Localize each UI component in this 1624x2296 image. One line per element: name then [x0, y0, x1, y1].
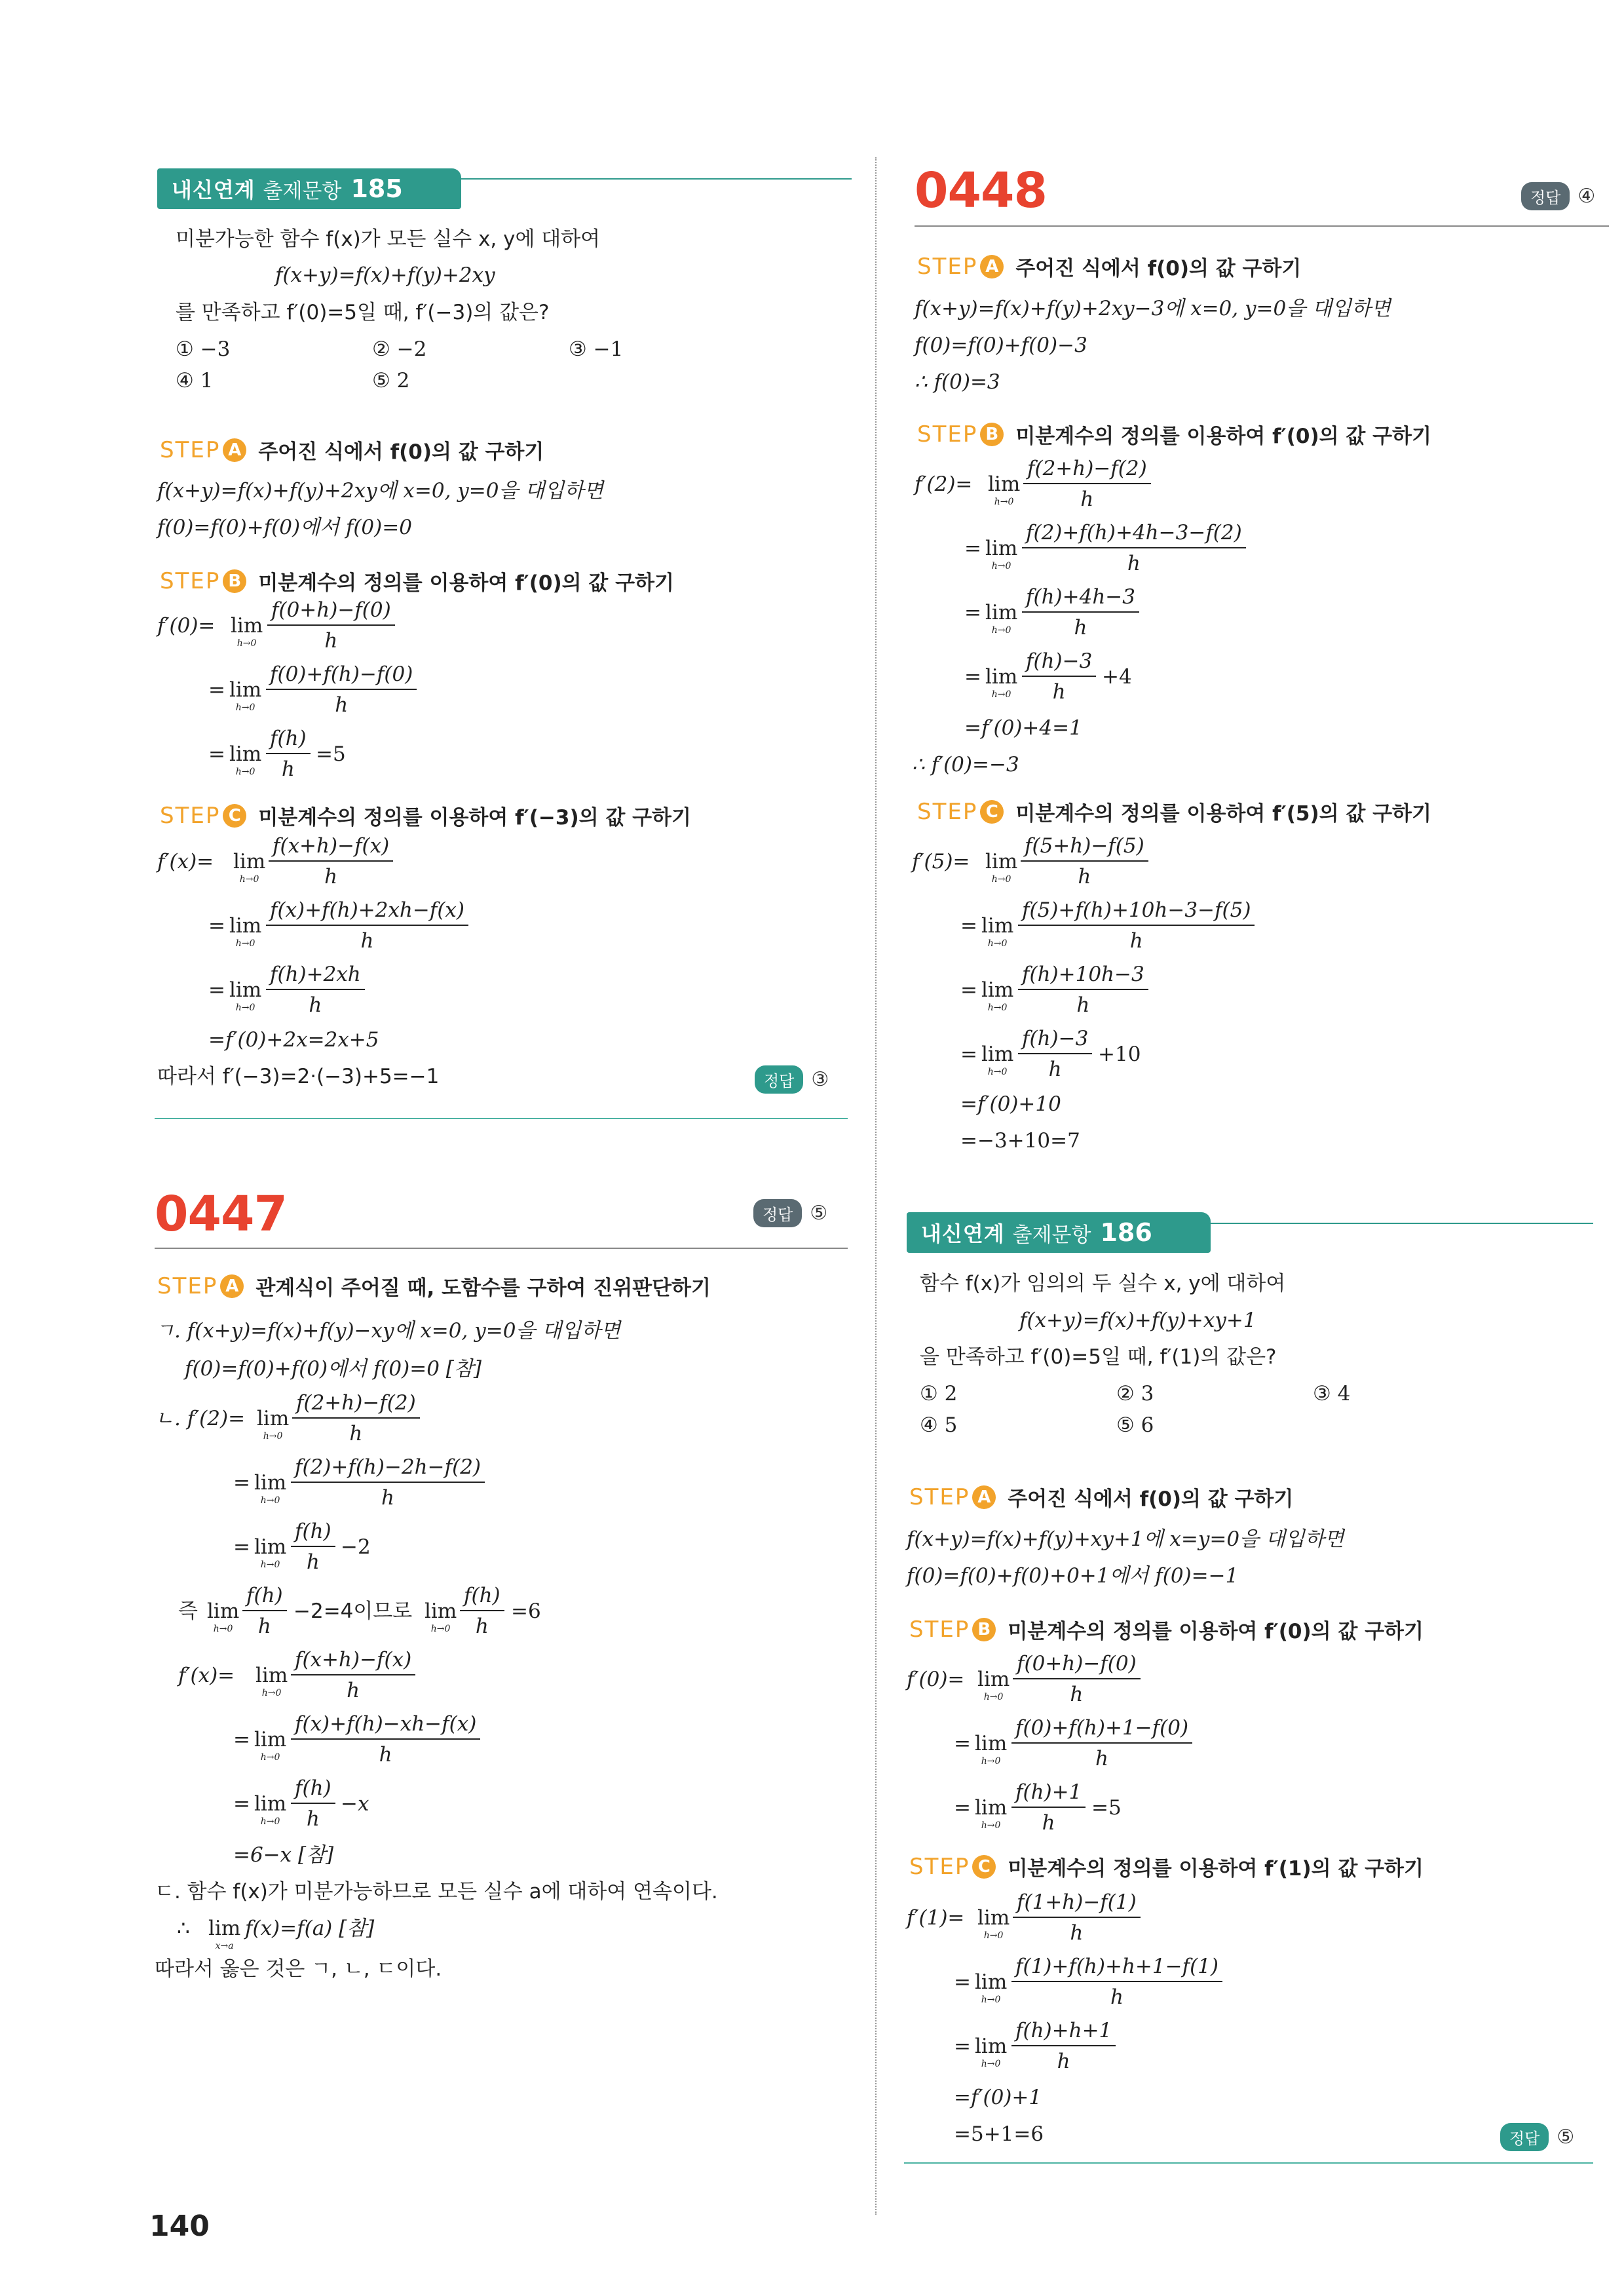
result: =5	[1091, 1796, 1122, 1820]
solution-line: f(0)=f(0)+f(0)+0+1에서 f(0)=−1	[907, 1564, 1239, 1588]
question-line: 를 만족하고 f′(0)=5일 때, f′(−3)의 값은?	[176, 301, 550, 324]
step-b-heading: STEP B 미분계수의 정의를 이용하여 f′(0)의 값 구하기	[160, 567, 674, 595]
limit: lim h→0	[985, 850, 1018, 885]
fraction: $\frac{f(h)+h+1}{h}$	[1011, 2021, 1116, 2072]
fraction: $\frac{f(0+h)-f(0)}{h}$	[1013, 1654, 1141, 1705]
limit: lim h→0	[233, 850, 266, 885]
solution-line: f(x)=f(a) [참]	[245, 1917, 375, 1940]
banner-rule	[432, 178, 852, 180]
fraction: $\frac{f(2+h)-f(2)}{h}$	[292, 1393, 420, 1444]
solution-line: ∴ f(0)=3	[915, 370, 1000, 394]
problem-number: 0447	[155, 1186, 287, 1242]
solution-line: f(x+y)=f(x)+f(y)+2xy−3에 x=0, y=0을 대입하면	[915, 297, 1391, 320]
answer-badge: 정답 ③	[755, 1065, 829, 1094]
fraction: $\frac{f(x+h)-f(x)}{h}$	[269, 836, 393, 887]
section-rule	[155, 1118, 848, 1119]
equals: =	[960, 1043, 977, 1066]
fraction: $\frac{f(h)+10h-3}{h}$	[1018, 965, 1148, 1016]
solution-line: f(0)=f(0)+f(0)에서 f(0)=0 [참]	[185, 1357, 482, 1381]
equals: =	[954, 1796, 971, 1820]
section-rule	[915, 225, 1609, 227]
equals: =	[960, 978, 977, 1002]
banner-185: 내신연계 출제문항 185	[157, 168, 461, 209]
solution-line: 따라서 옳은 것은 ㄱ, ㄴ, ㄷ이다.	[155, 1957, 442, 1981]
option: ③ −1	[569, 337, 624, 361]
limit: lim h→0	[988, 472, 1021, 507]
equals: =	[208, 678, 225, 702]
limit: lim h→0	[981, 1043, 1014, 1077]
equals: =	[964, 601, 981, 624]
step-c-heading: STEP C 미분계수의 정의를 이용하여 f′(−3)의 값 구하기	[160, 802, 691, 830]
option: ⑤ 6	[1116, 1413, 1154, 1437]
option: ① −3	[176, 337, 231, 361]
fraction: $\frac{f(h)+4h-3}{h}$	[1022, 587, 1139, 638]
fraction: $\frac{f(h)+2xh}{h}$	[266, 965, 365, 1016]
fraction: $\frac{f(h)-3}{h}$	[1022, 651, 1096, 702]
step-a-heading: STEP A 관계식이 주어질 때, 도함수를 구하여 진위판단하기	[157, 1272, 711, 1300]
expression: −2	[341, 1535, 371, 1559]
solution-line: =f′(0)+2x=2x+5	[208, 1028, 379, 1052]
limit: lim h→0	[254, 1792, 287, 1827]
answer-badge: 정답 ⑤	[753, 1199, 827, 1227]
fraction: $\frac{f(x+h)-f(x)}{h}$	[291, 1650, 415, 1701]
question-line: 을 만족하고 f′(0)=5일 때, f′(1)의 값은?	[920, 1345, 1277, 1369]
limit: lim h→0	[981, 978, 1014, 1013]
text: −2=4이므로	[293, 1599, 413, 1623]
limit: lim h→0	[257, 1407, 290, 1442]
limit: lim h→0	[231, 614, 263, 649]
option: ④ 5	[920, 1413, 958, 1437]
problem-number: 0448	[915, 163, 1047, 219]
equals: =	[233, 1792, 250, 1816]
answer-badge: 정답 ⑤	[1500, 2123, 1574, 2151]
derivative-lhs: f′(x)=	[157, 850, 214, 873]
equals: =	[208, 914, 225, 938]
section-rule	[155, 1248, 848, 1249]
fraction: $\frac{f(0)+f(h)+1-f(0)}{h}$	[1011, 1718, 1192, 1769]
derivative-lhs: f′(5)=	[912, 850, 970, 873]
option: ④ 1	[176, 369, 214, 392]
limit: lim h→0	[985, 601, 1018, 636]
equals: =	[954, 2035, 971, 2058]
result: =5	[316, 742, 346, 766]
limit: lim h→0	[229, 742, 262, 777]
fraction: $\frac{f(h)-3}{h}$	[1018, 1029, 1092, 1080]
solution-line: =f′(0)+10	[960, 1092, 1061, 1116]
question-line: 함수 f(x)가 임의의 두 실수 x, y에 대하여	[920, 1272, 1286, 1295]
fraction: $\frac{f(h)+1}{h}$	[1011, 1782, 1086, 1833]
step-a-heading: STEP A 주어진 식에서 f(0)의 값 구하기	[917, 253, 1302, 280]
limit: lim h→0	[254, 1535, 287, 1570]
fraction: $\frac{f(h)}{h}$	[266, 729, 311, 780]
limit: lim h→0	[229, 678, 262, 713]
expression: +10	[1098, 1043, 1141, 1066]
limit: lim h→0	[425, 1599, 457, 1634]
derivative-lhs: ㄴ. f′(2)=	[155, 1407, 246, 1430]
fraction: $\frac{f(1)+f(h)+h+1-f(1)}{h}$	[1011, 1957, 1222, 2008]
fraction: $\frac{f(2+h)-f(2)}{h}$	[1023, 459, 1151, 510]
solution-line: =6−x [참]	[233, 1843, 334, 1867]
fraction: $\frac{f(2)+f(h)-2h-f(2)}{h}$	[291, 1457, 485, 1508]
banner-186: 내신연계 출제문항 186	[907, 1212, 1211, 1253]
fraction: $\frac{f(x)+f(h)+2xh-f(x)}{h}$	[266, 900, 468, 951]
step-c-heading: STEP C 미분계수의 정의를 이용하여 f′(5)의 값 구하기	[917, 798, 1431, 826]
section-rule	[904, 2162, 1593, 2164]
equals: =	[960, 914, 977, 938]
solution-line: =f′(0)+1	[954, 2086, 1042, 2109]
result: =6	[511, 1599, 541, 1623]
option: ② −2	[372, 337, 427, 361]
equals: =	[208, 742, 225, 766]
expression: −x	[341, 1792, 369, 1816]
solution-line: =f′(0)+4=1	[964, 716, 1082, 740]
limit: lim h→0	[975, 2035, 1008, 2069]
limit: lim h→0	[229, 978, 262, 1013]
limit: lim h→0	[207, 1599, 240, 1634]
limit: lim h→0	[981, 914, 1014, 949]
fraction: $\frac{f(h)}{h}$	[291, 1521, 335, 1573]
limit: lim h→0	[229, 914, 262, 949]
question-equation: f(x+y)=f(x)+f(y)+2xy	[275, 263, 495, 287]
limit: lim h→0	[975, 1970, 1008, 2005]
limit: lim h→0	[254, 1728, 287, 1763]
question-equation: f(x+y)=f(x)+f(y)+xy+1	[1019, 1309, 1256, 1332]
fraction: $\frac{f(5+h)-f(5)}{h}$	[1021, 836, 1148, 887]
limit: lim h→0	[977, 1668, 1010, 1702]
limit: lim h→0	[975, 1796, 1008, 1831]
step-a-heading: STEP A 주어진 식에서 f(0)의 값 구하기	[160, 436, 544, 464]
solution-line: ∴ f′(0)=−3	[912, 753, 1019, 776]
step-c-heading: STEP C 미분계수의 정의를 이용하여 f′(1)의 값 구하기	[909, 1853, 1424, 1881]
step-a-heading: STEP A 주어진 식에서 f(0)의 값 구하기	[909, 1483, 1294, 1511]
fraction: $\frac{f(1+h)-f(1)}{h}$	[1013, 1892, 1141, 1943]
fraction: $\frac{f(h)}{h}$	[291, 1778, 335, 1829]
solution-line: f(x+y)=f(x)+f(y)+2xy에 x=0, y=0을 대입하면	[157, 479, 604, 503]
solution-line: =5+1=6	[954, 2122, 1044, 2146]
solution-line: ㄷ. 함수 f(x)가 미분가능하므로 모든 실수 a에 대하여 연속이다.	[155, 1880, 718, 1904]
option: ③ 4	[1313, 1382, 1351, 1406]
derivative-lhs: f′(0)=	[907, 1668, 965, 1691]
fraction: $\frac{f(h)}{h}$	[242, 1586, 287, 1637]
equals: =	[208, 978, 225, 1002]
solution-line: ㄱ. f(x+y)=f(x)+f(y)−xy에 x=0, y=0을 대입하면	[155, 1319, 621, 1343]
therefore: ∴	[177, 1917, 190, 1940]
solution-line: f(0)=f(0)+f(0)에서 f(0)=0	[157, 516, 412, 539]
equals: =	[964, 537, 981, 560]
option: ⑤ 2	[372, 369, 410, 392]
limit: lim h→0	[977, 1906, 1010, 1941]
step-b-heading: STEP B 미분계수의 정의를 이용하여 f′(0)의 값 구하기	[917, 421, 1431, 448]
fraction: $\frac{f(0)+f(h)-f(0)}{h}$	[266, 664, 417, 716]
text: 즉	[178, 1599, 198, 1623]
equals: =	[233, 1471, 250, 1495]
option: ② 3	[1116, 1382, 1154, 1406]
solution-line: 따라서 f′(−3)=2·(−3)+5=−1	[157, 1065, 440, 1088]
derivative-lhs: f′(2)=	[915, 472, 973, 496]
equals: =	[954, 1970, 971, 1994]
equals: =	[964, 665, 981, 689]
fraction: $\frac{f(h)}{h}$	[460, 1586, 504, 1637]
question-line: 미분가능한 함수 f(x)가 모든 실수 x, y에 대하여	[176, 227, 601, 251]
fraction: $\frac{f(x)+f(h)-xh-f(x)}{h}$	[291, 1714, 480, 1765]
page-number: 140	[149, 2210, 210, 2243]
column-divider	[875, 157, 877, 2215]
option: ① 2	[920, 1382, 958, 1406]
fraction: $\frac{f(0+h)-f(0)}{h}$	[267, 600, 395, 651]
limit: lim h→0	[254, 1471, 287, 1506]
derivative-lhs: f′(1)=	[907, 1906, 965, 1930]
equals: =	[233, 1535, 250, 1559]
limit: lim h→0	[975, 1732, 1008, 1767]
equals: =	[233, 1728, 250, 1751]
banner-rule	[1182, 1223, 1593, 1224]
limit: lim h→0	[255, 1664, 288, 1698]
equals: =	[954, 1732, 971, 1755]
expression: +4	[1102, 665, 1132, 689]
step-b-heading: STEP B 미분계수의 정의를 이용하여 f′(0)의 값 구하기	[909, 1616, 1424, 1643]
solution-line: f(0)=f(0)+f(0)−3	[915, 334, 1087, 357]
limit: lim h→0	[985, 537, 1018, 571]
answer-badge: 정답 ④	[1521, 182, 1595, 210]
solution-line: f(x+y)=f(x)+f(y)+xy+1에 x=y=0을 대입하면	[907, 1527, 1344, 1551]
solution-line: =−3+10=7	[960, 1129, 1080, 1153]
limit: lim x→a	[208, 1917, 241, 1951]
fraction: $\frac{f(5)+f(h)+10h-3-f(5)}{h}$	[1018, 900, 1255, 951]
fraction: $\frac{f(2)+f(h)+4h-3-f(2)}{h}$	[1022, 523, 1246, 574]
derivative-lhs: f′(0)=	[157, 614, 216, 638]
limit: lim h→0	[985, 665, 1018, 700]
derivative-lhs: f′(x)=	[178, 1664, 235, 1687]
